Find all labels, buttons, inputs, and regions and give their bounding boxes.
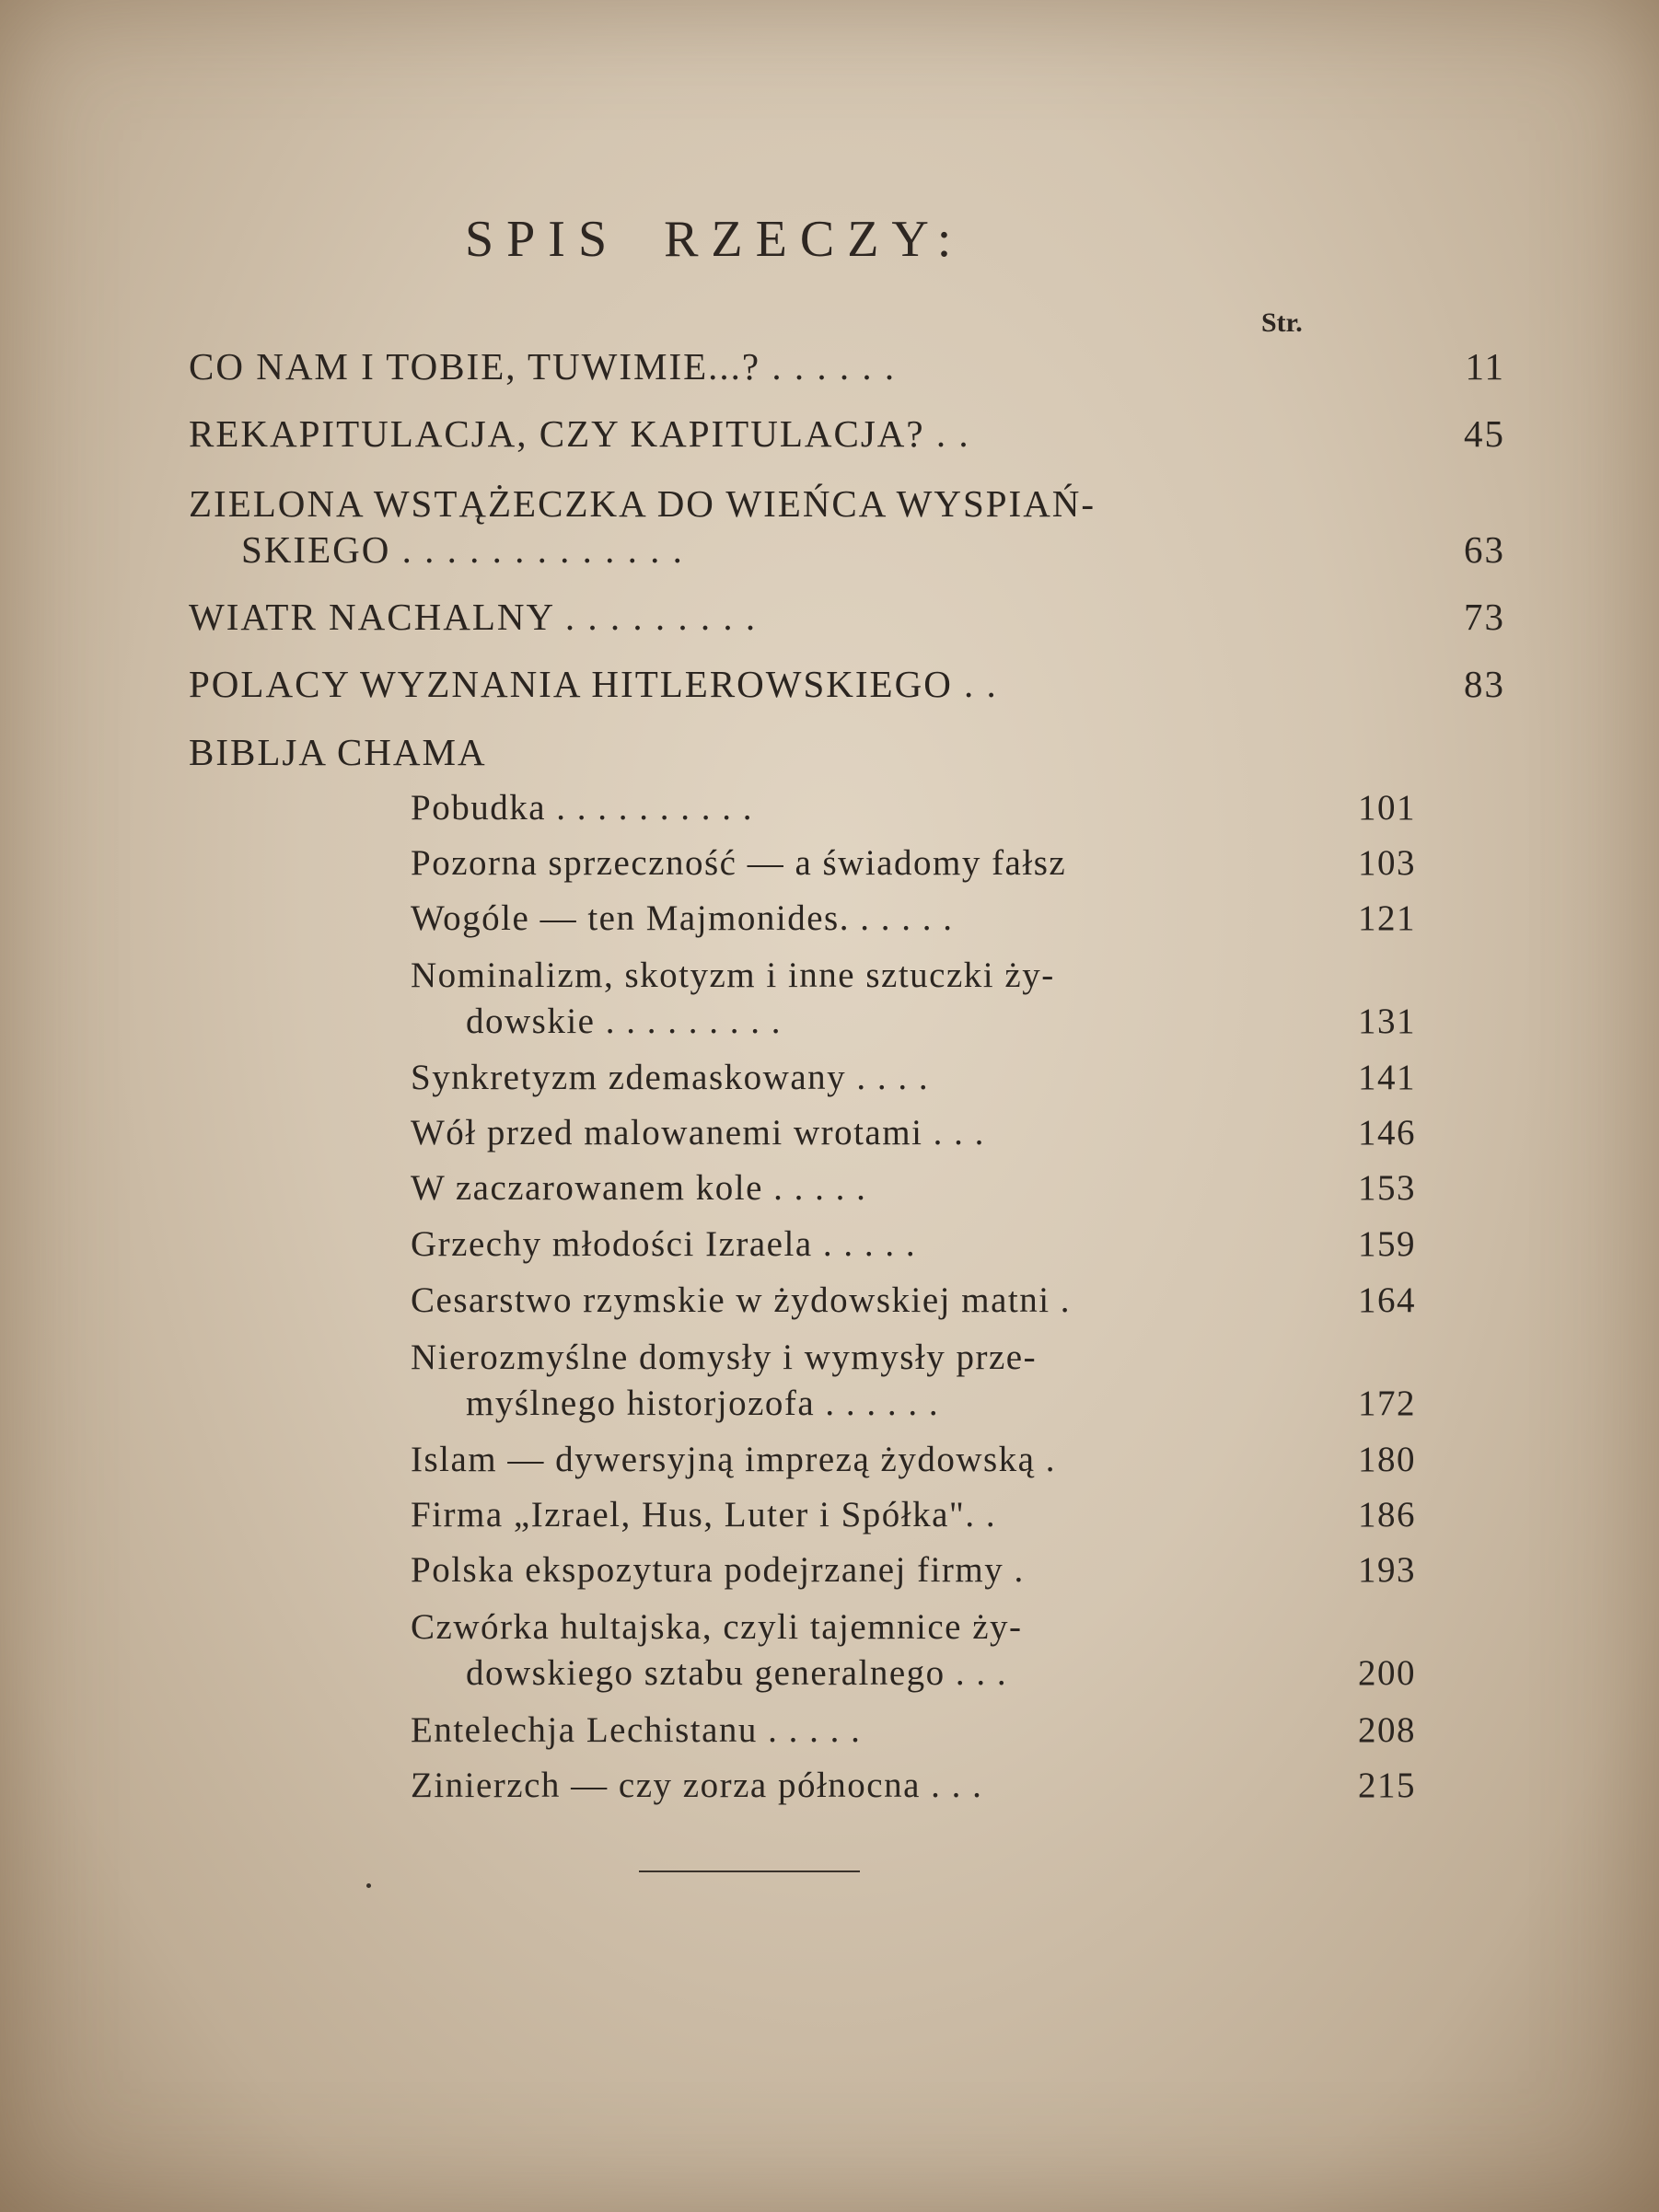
toc-entry-title: ZIELONA WSTĄŻECZKA DO WIEŃCA WYSPIAŃ-	[189, 482, 1096, 525]
toc-sub-entry-title: Islam — dywersyjną imprezą żydowską .	[411, 1440, 1056, 1479]
toc-entry-page: 63	[1464, 528, 1505, 571]
page-column-label: Str.	[1261, 307, 1303, 338]
toc-sub-entry-title: Pozorna sprzeczność — a świadomy fałsz	[411, 843, 1067, 883]
toc-sub-entry-page: 164	[1358, 1280, 1416, 1320]
toc-sub-entry-title: Firma „Izrael, Hus, Luter i Spółka". .	[411, 1495, 997, 1535]
toc-sub-entry-page: 193	[1358, 1550, 1416, 1590]
toc-entry-title: CO NAM I TOBIE, TUWIMIE...? . . . . . .	[189, 345, 897, 388]
toc-sub-entry-title: W zaczarowanem kole . . . . .	[411, 1168, 867, 1208]
toc-sub-entry-page: 159	[1358, 1224, 1416, 1264]
toc-sub-entry-page: 153	[1358, 1168, 1416, 1208]
toc-sub-entry-page: 208	[1358, 1710, 1416, 1750]
toc-sub-entry-title: Nierozmyślne domysły i wymysły prze-	[411, 1338, 1038, 1377]
toc-entry-title-cont: SKIEGO . . . . . . . . . . . . .	[241, 528, 684, 571]
toc-sub-entry-title: Grzechy młodości Izraela . . . . .	[411, 1224, 917, 1264]
toc-sub-entry-title-cont: myślnego historjozofa . . . . . .	[466, 1384, 940, 1423]
toc-sub-entry-page: 103	[1358, 843, 1416, 883]
toc-entry-page: 45	[1464, 412, 1505, 455]
toc-sub-entry-page: 101	[1358, 788, 1416, 828]
toc-sub-entry-title: Cesarstwo rzymskie w żydowskiej matni .	[411, 1280, 1072, 1320]
toc-sub-entry-page: 180	[1358, 1440, 1416, 1479]
page-title: SPIS RZECZY:	[465, 211, 965, 268]
toc-entry-title: POLACY WYZNANIA HITLEROWSKIEGO . .	[189, 663, 998, 705]
closing-rule	[639, 1870, 860, 1872]
toc-sub-entry-title: Entelechja Lechistanu . . . . .	[411, 1710, 862, 1750]
toc-sub-entry-page: 186	[1358, 1495, 1416, 1535]
toc-sub-entry-title: Zinierzch — czy zorza północna . . .	[411, 1766, 983, 1805]
toc-sub-entry-title: Wół przed malowanemi wrotami . . .	[411, 1113, 985, 1152]
toc-sub-entry-page: 172	[1358, 1384, 1416, 1423]
toc-entry-page: 83	[1464, 663, 1505, 705]
toc-sub-entry-page: 146	[1358, 1113, 1416, 1152]
toc-sub-entry-title: Wogóle — ten Majmonides. . . . . .	[411, 898, 954, 938]
toc-sub-entry-title-cont: dowskie . . . . . . . . .	[466, 1002, 782, 1041]
toc-sub-entry-title: Polska ekspozytura podejrzanej firmy .	[411, 1550, 1025, 1590]
toc-sub-entry-page: 141	[1358, 1058, 1416, 1097]
toc-sub-entry-page: 215	[1358, 1766, 1416, 1805]
toc-section-title: BIBLJA CHAMA	[189, 731, 487, 773]
toc-entry-title: REKAPITULACJA, CZY KAPITULACJA? . .	[189, 412, 970, 455]
toc-entry-page: 73	[1464, 596, 1505, 638]
toc-sub-entry-page: 200	[1358, 1653, 1416, 1693]
toc-entry-page: 11	[1465, 345, 1505, 388]
toc-entry-title: WIATR NACHALNY . . . . . . . . .	[189, 596, 758, 638]
toc-sub-entry-title: Synkretyzm zdemaskowany . . . .	[411, 1058, 930, 1097]
toc-sub-entry-page: 131	[1358, 1002, 1416, 1041]
toc-sub-entry-title: Pobudka . . . . . . . . . .	[411, 788, 753, 828]
print-speck	[366, 1883, 371, 1888]
toc-sub-entry-title: Nominalizm, skotyzm i inne sztuczki ży-	[411, 955, 1055, 995]
toc-sub-entry-title: Czwórka hultajska, czyli tajemnice ży-	[411, 1607, 1023, 1647]
toc-sub-entry-title-cont: dowskiego sztabu generalnego . . .	[466, 1653, 1008, 1693]
toc-sub-entry-page: 121	[1358, 898, 1416, 938]
